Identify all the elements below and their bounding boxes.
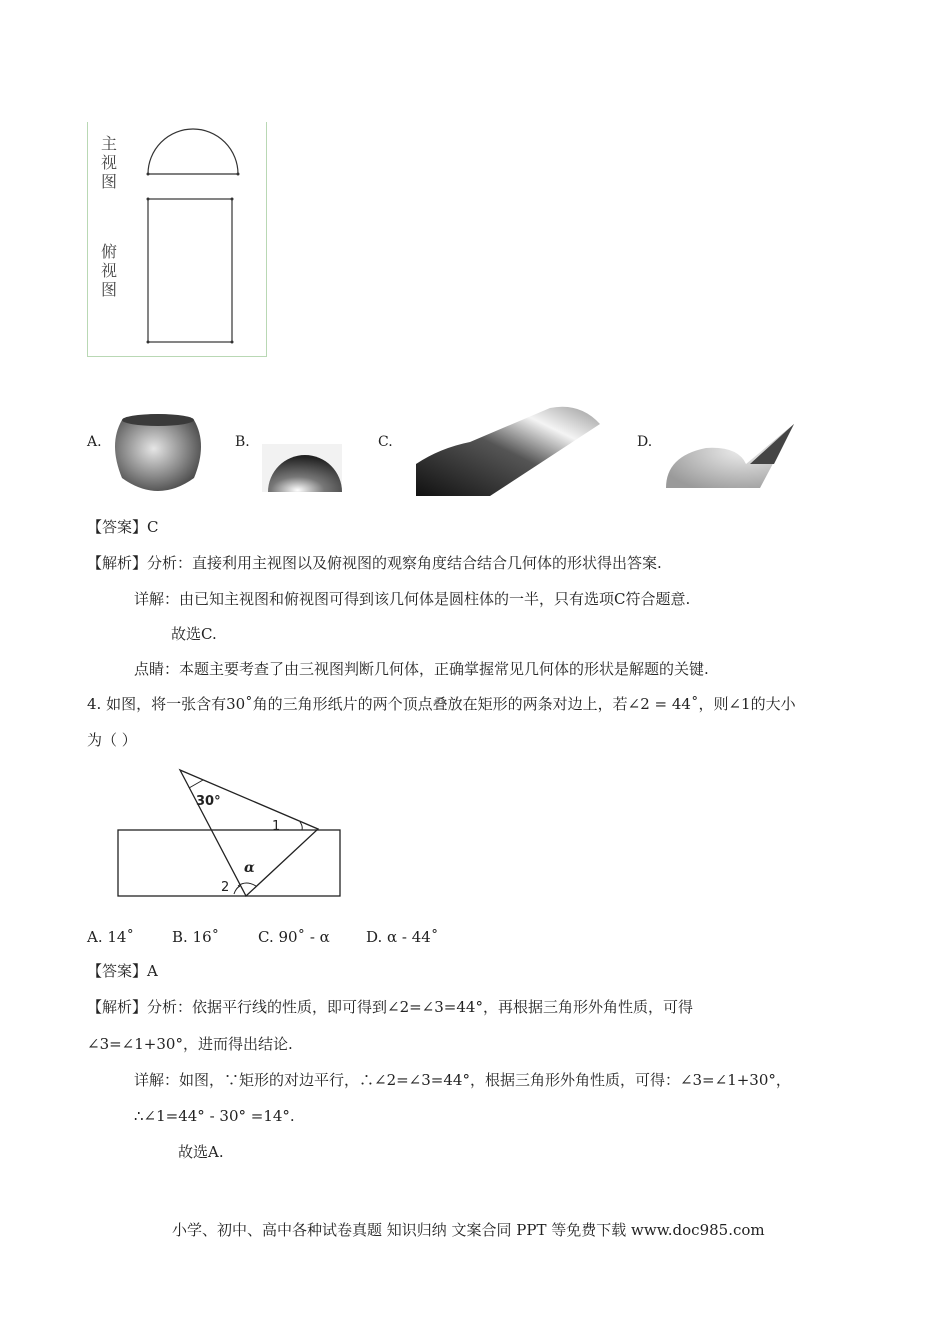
label-30: 30°	[196, 794, 221, 809]
q3-option-d-label: D.	[637, 434, 653, 450]
q4-option-d: D. α - 44˚	[366, 928, 439, 946]
q4-triangle-rectangle-figure	[110, 762, 350, 902]
q4-analysis-line2: ∠3=∠1+30°，进而得出结论.	[87, 1035, 293, 1053]
q4-detail-line2: ∴∠1=44° - 30° =14°.	[134, 1107, 295, 1125]
q3-analysis: 【解析】分析：直接利用主视图以及俯视图的观察角度结合结合几何体的形状得出答案.	[87, 554, 662, 572]
q3-option-b-label: B.	[235, 434, 250, 450]
page-footer: 小学、初中、高中各种试卷真题 知识归纳 文案合同 PPT 等免费下载 www.doc985.com	[172, 1221, 765, 1239]
label-alpha: α	[244, 860, 255, 876]
top-view-rectangle	[148, 199, 232, 342]
label-2: 2	[221, 880, 230, 895]
label-1: 1	[272, 819, 281, 834]
top-view-label: 俯 视 图	[100, 242, 117, 299]
q4-stem-line2: 为（ ）	[87, 731, 137, 749]
q3-conclusion: 故选C.	[171, 625, 217, 643]
view-drawings	[88, 122, 266, 356]
q3-option-a-label: A.	[87, 434, 102, 450]
q4-analysis-line1: 【解析】分析：依据平行线的性质，即可得到∠2=∠3=44°，再根据三角形外角性质，可得	[87, 998, 693, 1016]
option-d-cone-image	[666, 424, 794, 488]
q3-comment: 点睛：本题主要考查了由三视图判断几何体，正确掌握常见几何体的形状是解题的关键.	[134, 660, 709, 678]
front-view-label: 主 视 图	[100, 134, 117, 191]
q3-answer: 【答案】C	[87, 518, 159, 536]
q4-stem-line1: 4. 如图，将一张含有30˚角的三角形纸片的两个顶点叠放在矩形的两条对边上，若∠2 = 44˚，则∠1的大小	[87, 695, 796, 713]
q4-conclusion: 故选A.	[178, 1143, 224, 1161]
q4-option-b: B. 16˚	[172, 928, 220, 946]
front-view-semicircle	[148, 129, 238, 174]
q3-option-images	[110, 404, 840, 500]
q4-option-a: A. 14˚	[87, 928, 134, 946]
q4-answer: 【答案】A	[87, 962, 158, 980]
q4-detail-line1: 详解：如图，∵矩形的对边平行，∴∠2=∠3=44°，根据三角形外角性质，可得：∠3=∠1+30°，	[134, 1071, 791, 1089]
q3-detail: 详解：由已知主视图和俯视图可得到该几何体是圆柱体的一半，只有选项C符合题意.	[134, 590, 691, 608]
option-a-sphere-image	[115, 414, 201, 491]
option-c-half-cylinder-image	[416, 407, 600, 496]
triangle	[180, 770, 318, 896]
q3-option-c-label: C.	[378, 434, 393, 450]
q4-option-c: C. 90˚ - α	[258, 928, 330, 946]
option-b-hemisphere-image	[262, 444, 342, 492]
three-view-figure	[87, 122, 267, 357]
